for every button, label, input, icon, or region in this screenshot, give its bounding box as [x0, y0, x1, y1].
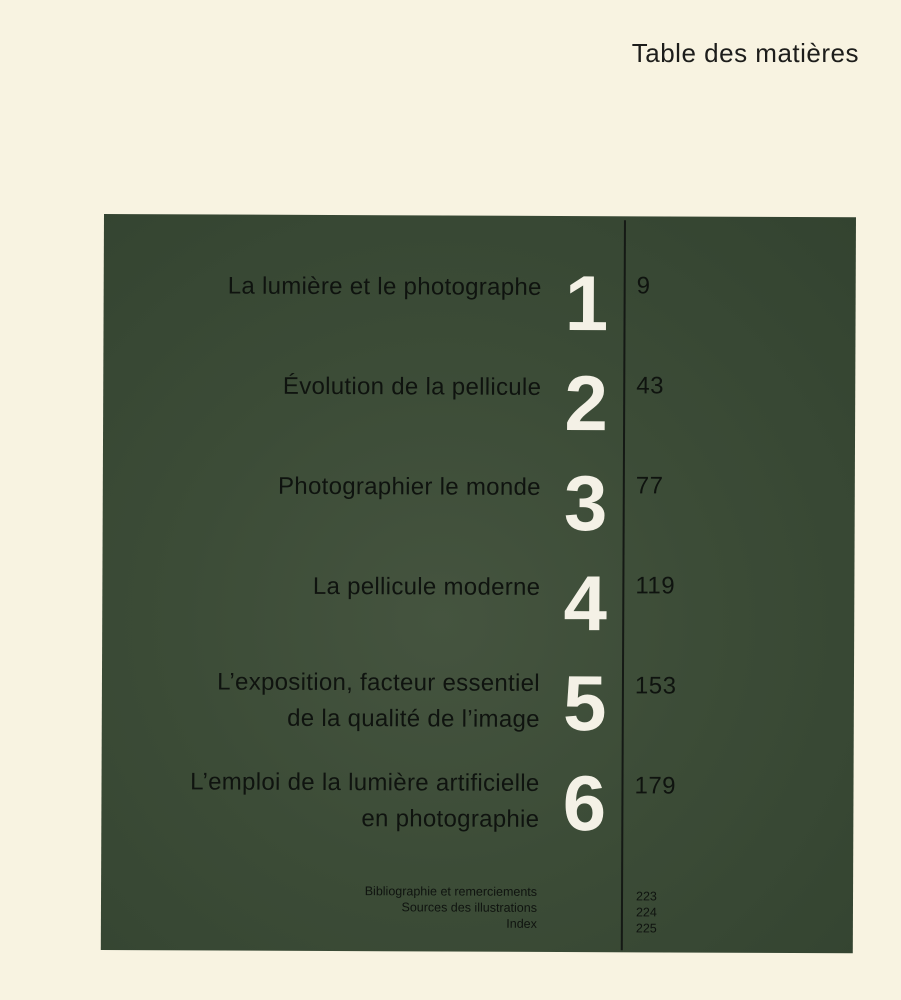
back-matter-page-sources: 224	[635, 905, 657, 920]
chapter-page-number: 119	[635, 572, 676, 600]
chapter-page-number: 43	[636, 372, 665, 400]
chapter-number: 5	[562, 659, 607, 748]
back-matter-page-index: 225	[635, 921, 657, 936]
chapter-title: La pellicule moderne	[312, 572, 541, 601]
chapter-entry-1[interactable]	[104, 214, 856, 348]
back-matter-page-bibliography: 223	[635, 889, 657, 904]
back-matter-title-index[interactable]: Index	[506, 916, 537, 931]
chapter-page-number: 153	[634, 672, 677, 700]
chapter-number: 6	[562, 759, 607, 848]
chapter-entry-2[interactable]	[103, 314, 855, 448]
chapter-number: 1	[564, 259, 609, 348]
back-matter-title-sources[interactable]: Sources des illustrations	[401, 900, 538, 915]
chapter-title: La lumière et le photographe	[227, 272, 542, 301]
back-matter-titles	[365, 883, 538, 932]
chapter-number: 2	[564, 359, 609, 448]
back-matter-pages	[636, 888, 657, 936]
chapter-title: Photographier le monde	[277, 472, 541, 501]
back-matter	[101, 882, 853, 936]
chapter-number: 4	[563, 559, 608, 648]
chapter-page-number: 179	[634, 772, 677, 800]
chapter-page-number: 9	[636, 272, 651, 300]
back-matter-title-bibliography[interactable]: Bibliographie et remerciements	[364, 884, 538, 899]
chapter-number: 3	[563, 459, 608, 548]
chapter-entry-4[interactable]	[102, 514, 854, 648]
chapter-entry-3[interactable]	[103, 414, 855, 548]
chapter-page-number: 77	[635, 472, 664, 500]
chapter-entry-5[interactable]	[102, 614, 854, 748]
chapter-title: Évolution de la pellicule	[282, 372, 542, 401]
contents-panel	[101, 214, 856, 953]
chapter-title: L’exposition, facteur essentiel de la qualité de l’image	[217, 668, 541, 733]
chapter-entry-6[interactable]	[101, 714, 853, 848]
chapter-title: L’emploi de la lumière artificielle en photographie	[190, 768, 540, 833]
page-title: Table des matières	[631, 38, 859, 68]
